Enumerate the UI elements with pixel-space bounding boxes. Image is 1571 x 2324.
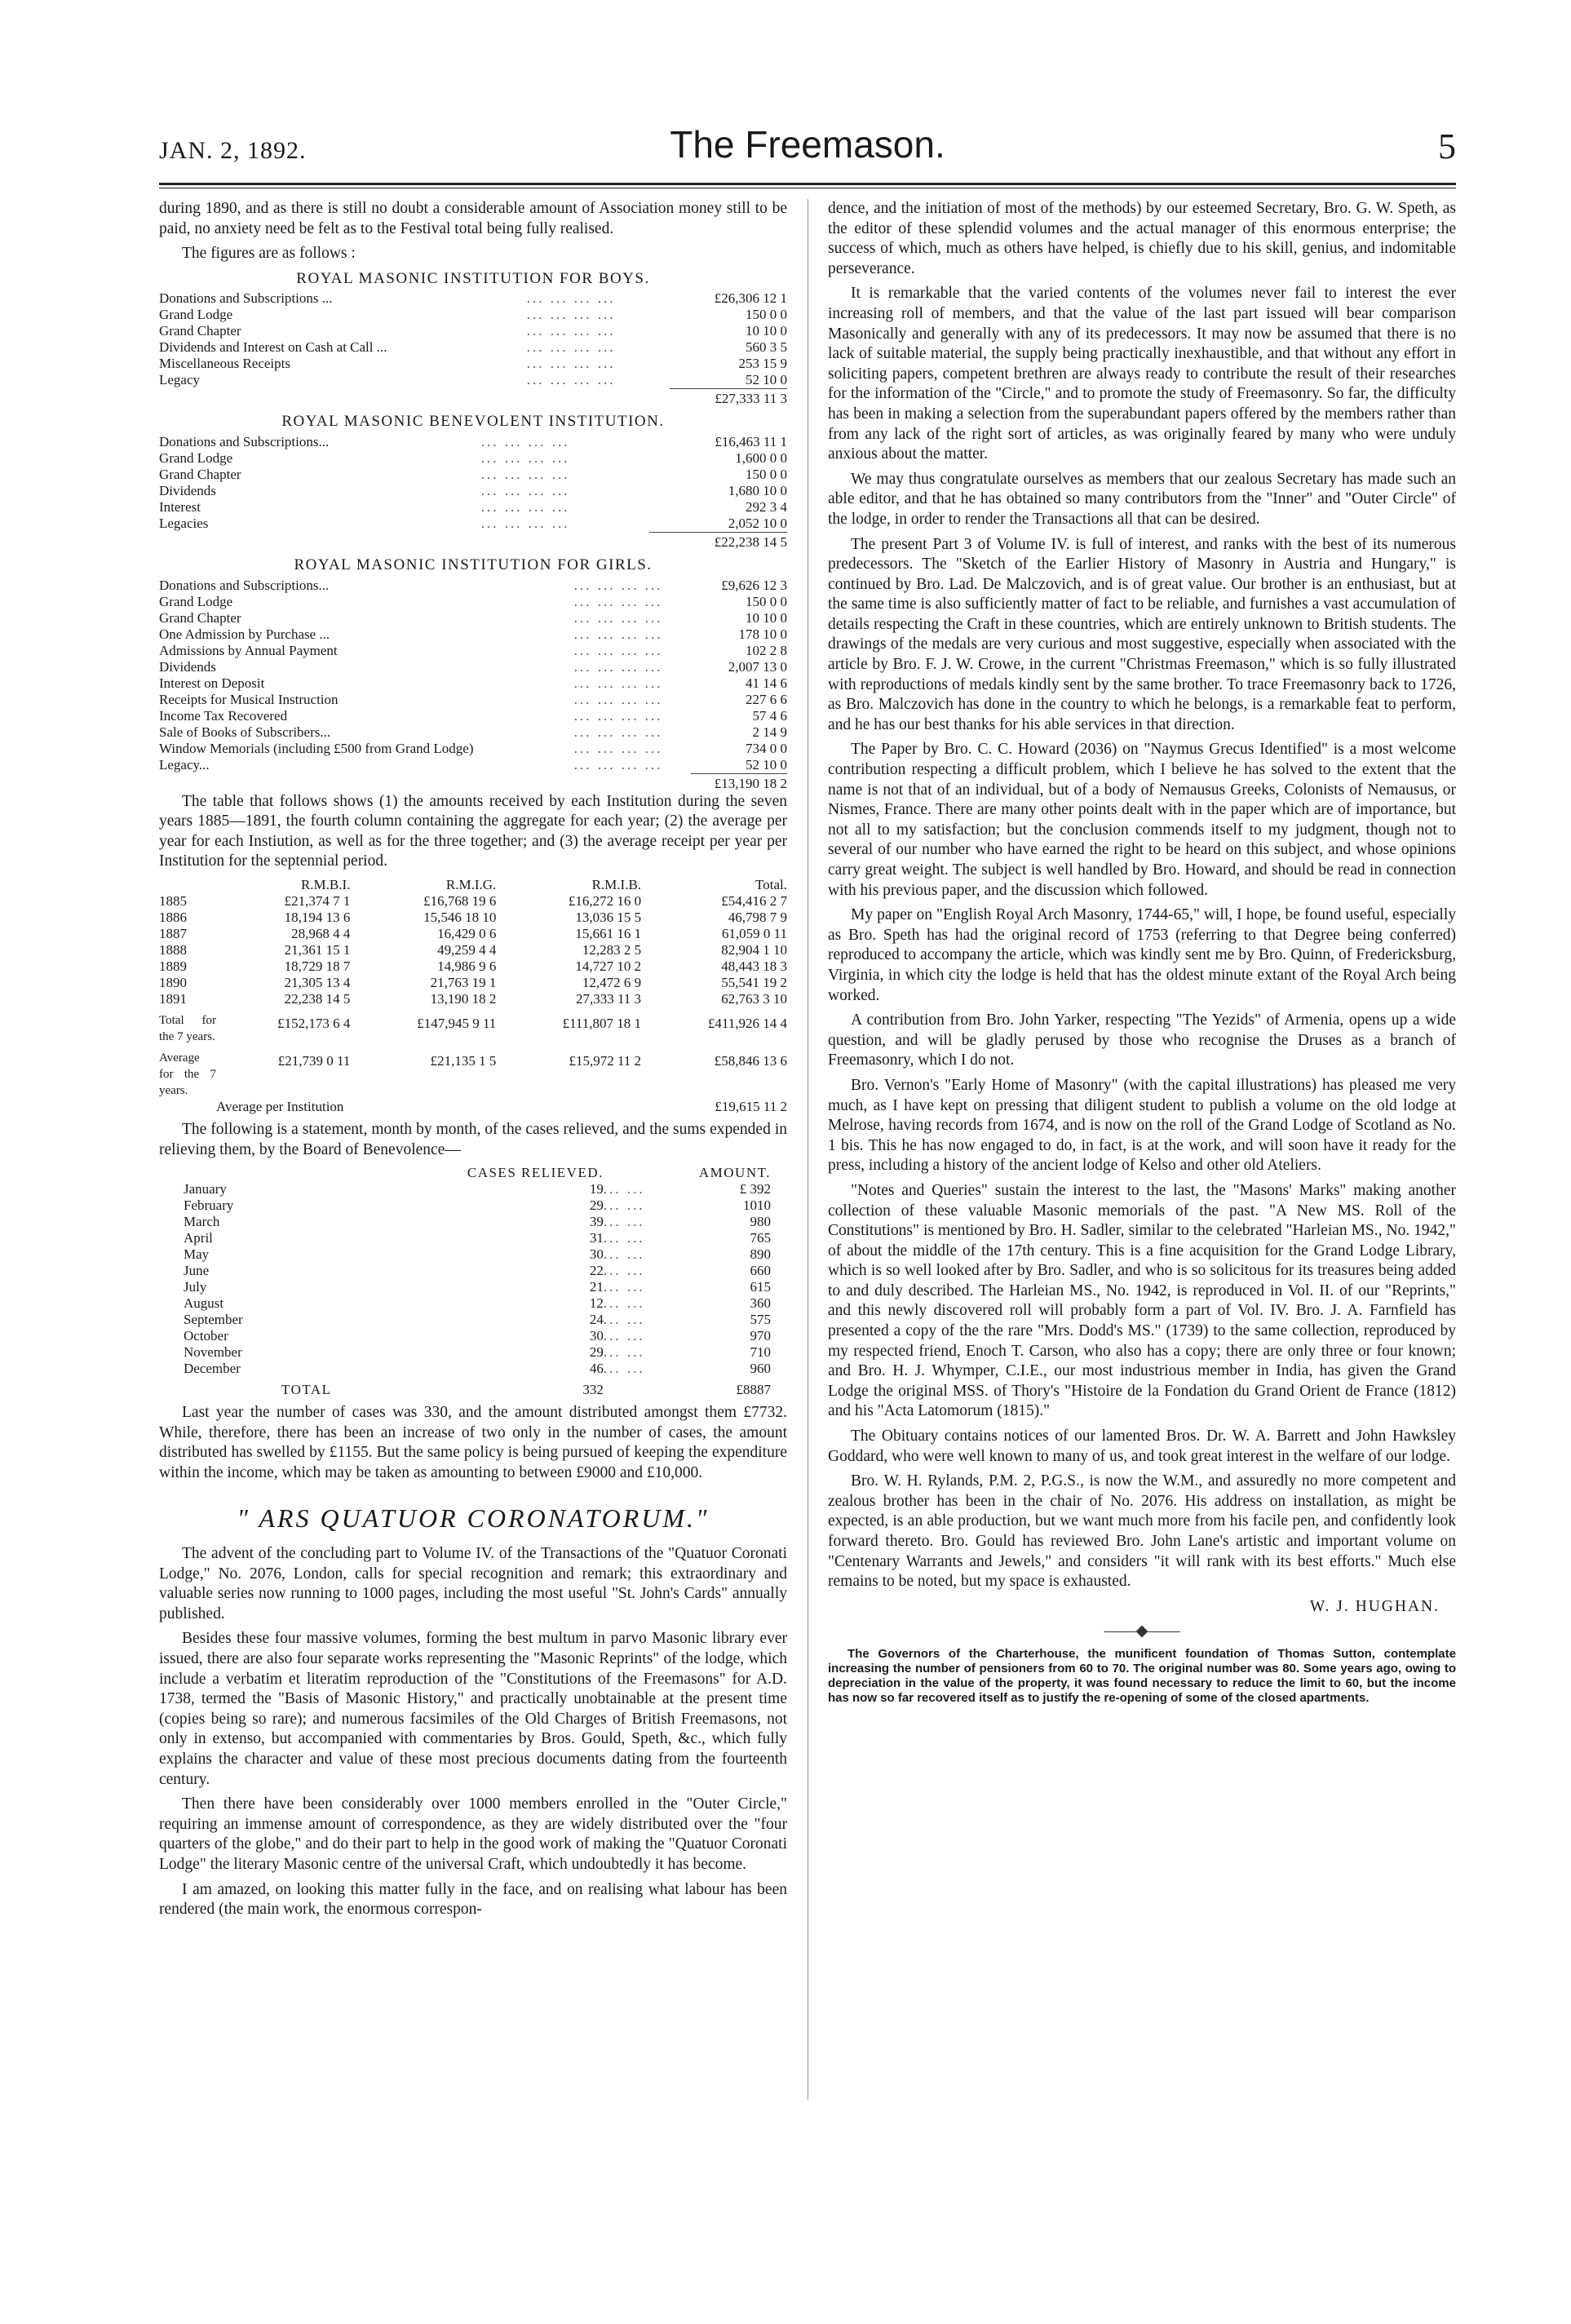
account-label: Miscellaneous Receipts bbox=[159, 356, 290, 372]
right-paragraph-8: Bro. Vernon's "Early Home of Masonry" (with the capital illustrations) has pleased me very much, as I have kept on pressing that diligent student to publish a volume on the old lodge at Melrose, having records from 1674, and is now on the roll of the Grand Lodge of Scotland as No. 1 bis. This he has now engaged to do, in fact, is at the work, and will soon have it ready for the press, including a history of the ancient lodge of Kelso and other old Ateliers. bbox=[828, 1076, 1456, 1175]
amount-value: 360 bbox=[750, 1295, 771, 1312]
statement-row bbox=[184, 1361, 771, 1377]
account-total-row bbox=[159, 773, 787, 792]
account-total: £22,238 14 5 bbox=[649, 532, 787, 551]
account-row bbox=[159, 434, 787, 450]
statement-intro: The following is a statement, month by month, of the cases relieved, and the sums expended in relieving them, by the Board of Benevolence— bbox=[159, 1120, 787, 1158]
account-row bbox=[159, 757, 787, 774]
column-header: R.M.I.B. bbox=[591, 876, 642, 892]
year-value: 15,661 16 1 bbox=[575, 925, 642, 941]
year-value: 14,986 9 6 bbox=[437, 958, 497, 974]
leader-dots: ... ... bbox=[603, 1230, 645, 1246]
account-label: Donations and Subscriptions... bbox=[159, 577, 330, 593]
account-amount: 52 10 0 bbox=[746, 372, 787, 388]
amount-value: 970 bbox=[750, 1328, 771, 1344]
year-value: £21,374 7 1 bbox=[284, 892, 351, 909]
account-total: £13,190 18 2 bbox=[691, 773, 787, 792]
year-value: 15,546 18 10 bbox=[423, 909, 497, 925]
leader-dots: ... ... ... ... bbox=[480, 433, 570, 449]
right-paragraph-5: The Paper by Bro. C. C. Howard (2036) on "Naymus Grecus Identified" is a most welcome contribution respecting a difficult problem, which I believe he has solved to the extent that the name is not that of an individual, but of a body of Nemausus Greeks, Colonists of Nemausus, or Nismes, France. There are many other points dealt with in the paper which are of importance, but not all to my satisfaction; but the conclusion commends itself to my judgment, though not to several of our number who have earned the right to be heard on this subject, and whose opinions carry great weight. The subject is well handled by Bro. Howard, and should be read in connection with his previous paper, and the discussion which followed. bbox=[828, 741, 1456, 899]
cases-value: 21 bbox=[589, 1279, 604, 1295]
account-amount: 2 14 9 bbox=[752, 724, 787, 740]
article-paragraph-3: Then there have been considerably over 1000 members enrolled in the "Outer Circle," requiring an immense amount of correspondence, as they are widely distributed over the "four quarters of the globe," and do their part to help in the good work of making the "Quatuor Coronati Lodge" the literary Masonic centre of the universal Craft, which undoubtedly it has become. bbox=[159, 1795, 787, 1873]
leader-dots: ... ... ... ... bbox=[526, 323, 616, 339]
amount-value: 1010 bbox=[743, 1197, 771, 1214]
year-value: 62,763 3 10 bbox=[721, 990, 787, 1007]
account-label: Grand Lodge bbox=[159, 307, 233, 323]
header-rule bbox=[159, 183, 1456, 185]
article-title: " ARS QUATUOR CORONATORUM." bbox=[237, 1503, 710, 1533]
account-label: Admissions by Annual Payment bbox=[159, 642, 338, 658]
account-total-row bbox=[159, 389, 787, 408]
account-row bbox=[159, 626, 787, 643]
account-row bbox=[159, 467, 787, 483]
account-amount: 10 10 0 bbox=[746, 323, 787, 339]
statement-row bbox=[184, 1263, 771, 1279]
account-row bbox=[159, 724, 787, 741]
account-row bbox=[159, 578, 787, 594]
year-label: 1887 bbox=[159, 925, 187, 941]
masthead bbox=[159, 122, 1456, 175]
leader-dots: ... ... bbox=[603, 1344, 645, 1361]
year-value: 12,472 6 9 bbox=[582, 974, 642, 990]
cases-header: CASES RELIEVED. bbox=[467, 1165, 604, 1181]
account-amount: £26,306 12 1 bbox=[714, 290, 787, 307]
year-row bbox=[159, 926, 787, 942]
year-value: 48,443 18 3 bbox=[721, 958, 787, 974]
account-amount: 52 10 0 bbox=[746, 756, 787, 772]
statement-table bbox=[184, 1165, 771, 1398]
account-label: Income Tax Recovered bbox=[159, 707, 288, 724]
account-label: Sale of Books of Subscribers... bbox=[159, 724, 331, 740]
account-amount: 150 0 0 bbox=[746, 466, 787, 482]
year-value: 82,904 1 10 bbox=[721, 941, 787, 958]
right-paragraph-6: My paper on "English Royal Arch Masonry, 1744-65," will, I hope, be found useful, especially as Bro. Speth has had the original record of 1753 (referring to that Degree being conferred) reproduced to accompany the article, which was kindly sent me by Bro. Quinn, of Fredericksburg, Virginia, in which city the lodge is held that has the oldest minute extant of the Royal Arch being worked. bbox=[828, 906, 1456, 1004]
total-row-value: £411,926 14 4 bbox=[707, 1015, 787, 1031]
account-label: Grand Lodge bbox=[159, 449, 233, 466]
year-label: 1889 bbox=[159, 958, 187, 974]
boys-title: ROYAL MASONIC INSTITUTION FOR BOYS. bbox=[296, 269, 650, 287]
account-amount: 102 2 8 bbox=[746, 642, 787, 658]
total-row-value: £111,807 18 1 bbox=[562, 1015, 642, 1031]
leader-dots: ... ... bbox=[603, 1361, 645, 1377]
account-row bbox=[159, 643, 787, 659]
cases-value: 30 bbox=[589, 1328, 604, 1344]
right-paragraph-2: It is remarkable that the varied contents of the volumes never fail to interest the ever increasing roll of members, and that the value of the last part issued will bear comparison Masonically and generally with any of its predecessors. It may now be assumed that there is no lack of suitable material, the supply being practically inexhaustible, and that without any effort in soliciting papers, competent brethren are always ready to contribute the result of their researches for the information of the "Circle," and to promote the study of Freemasonry. So far, the difficulty has been in making a selection from the superabundant papers offered by the members rather than from any lack of the right sort of articles, as was originally feared by many who were unduly anxious about the matter. bbox=[828, 285, 1456, 463]
cases-value: 29 bbox=[589, 1197, 604, 1214]
month-label: December bbox=[184, 1361, 241, 1377]
author-signature: W. J. HUGHAN. bbox=[1309, 1597, 1440, 1615]
year-value: 16,429 0 6 bbox=[437, 925, 497, 941]
account-total: £27,333 11 3 bbox=[670, 389, 787, 408]
statement-row bbox=[184, 1197, 771, 1214]
year-value: 55,541 19 2 bbox=[721, 974, 787, 990]
figures-intro: The figures are as follows : bbox=[182, 245, 356, 263]
account-amount: 2,007 13 0 bbox=[728, 658, 787, 675]
account-amount: 57 4 6 bbox=[752, 707, 787, 724]
account-label: Grand Lodge bbox=[159, 593, 233, 609]
year-row bbox=[159, 975, 787, 991]
leader-dots: ... ... ... ... bbox=[573, 691, 663, 707]
intro-paragraph: during 1890, and as there is still no doubt a considerable amount of Association money still to be paid, no anxiety need be felt as to the Festival total being fully realised. bbox=[159, 200, 787, 237]
leader-dots: ... ... ... ... bbox=[573, 740, 663, 756]
statement-row bbox=[184, 1214, 771, 1230]
leader-dots: ... ... ... ... bbox=[573, 626, 663, 642]
benevolent-table bbox=[159, 434, 787, 551]
leader-dots: ... ... ... ... bbox=[573, 756, 663, 772]
year-row bbox=[159, 910, 787, 926]
right-paragraph-11: Bro. W. H. Rylands, P.M. 2, P.G.S., is now the W.M., and assuredly no more competent and zealous brother has been in the chair of No. 2076. His address on installation, as might be expected, is an able production, but we want much more from his facile pen, and confidently look forward thereto. Bro. Gould has reviewed Bro. John Lane's artistic and important volume on "Centenary Warrants and Jewels," and considers "it will rank with its best efforts." Much else remains to be noted, but my space is exhausted. bbox=[828, 1472, 1456, 1591]
amount-value: £ 392 bbox=[739, 1181, 771, 1197]
account-row bbox=[159, 659, 787, 675]
amount-value: 575 bbox=[750, 1312, 771, 1328]
year-value: £16,768 19 6 bbox=[423, 892, 497, 909]
column-header: R.M.I.G. bbox=[445, 876, 497, 892]
account-row bbox=[159, 307, 787, 323]
leader-dots: ... ... ... ... bbox=[573, 658, 663, 675]
leader-dots: ... ... ... ... bbox=[526, 372, 616, 388]
right-paragraph-9: "Notes and Queries" sustain the interest to the last, the "Masons' Marks" making another collection of these valuable Masonic memorials of the past. "A New MS. Roll of the Constitutions" is mentioned by Bro. H. Sadler, similar to the celebrated "Harleian MS., No. 1942," of about the middle of the 17th century. This is a fine acquisition for the Grand Lodge Library, which is so well looked after by Bro. Sadler, and who is so solicitous for its treasures being added to and duly described. The Harleian MS., No. 1942, is reproduced in Vol. II. of our "Reprints," and this newly discovered roll will probably form a part of Vol. IV. Bro. J. A. Farnfield has presented a copy of the the rare "Mrs. Dodd's MS." (1739) to the same collection, reproduced by my respected friend, Enoch T. Carson, who also has a copy; there are only three or four known; and Bro. H. J. Whymper, C.I.E., our most industrious member in India, has given the Grand Lodge the original MSS. of Thory's "Histoire de la Fondation du Grand Orient de France (1812) and his "Acta Latomorum (1815)." bbox=[828, 1181, 1456, 1420]
month-label: February bbox=[184, 1197, 234, 1214]
account-row bbox=[159, 290, 787, 307]
statement-row bbox=[184, 1246, 771, 1263]
year-value: 21,361 15 1 bbox=[284, 941, 351, 958]
year-label: 1891 bbox=[159, 990, 187, 1007]
year-value: 18,729 18 7 bbox=[284, 958, 351, 974]
article-paragraph-4: I am amazed, on looking this matter fully in the face, and on realising what labour has been rendered (the main work, the enormous correspon- bbox=[159, 1880, 787, 1919]
article-paragraph-1: The advent of the concluding part to Volume IV. of the Transactions of the "Quatuor Coronati Lodge," No. 2076, London, calls for special recognition and remark; this extraordinary and valuable series now running to 1000 pages, including the most useful "St. John's Cards" annually published. bbox=[159, 1545, 787, 1622]
cases-value: 39 bbox=[589, 1214, 604, 1230]
month-label: August bbox=[184, 1295, 224, 1312]
benevolent-title: ROYAL MASONIC BENEVOLENT INSTITUTION. bbox=[281, 413, 665, 431]
account-amount: £16,463 11 1 bbox=[715, 433, 787, 449]
year-value: 13,036 15 5 bbox=[575, 909, 642, 925]
cases-value: 19 bbox=[589, 1181, 604, 1197]
account-label: Grand Chapter bbox=[159, 609, 241, 626]
month-label: November bbox=[184, 1344, 242, 1361]
year-row bbox=[159, 942, 787, 958]
year-value: 21,305 13 4 bbox=[284, 974, 351, 990]
leader-dots: ... ... ... ... bbox=[480, 449, 570, 466]
account-row bbox=[159, 692, 787, 708]
account-label: Donations and Subscriptions... bbox=[159, 433, 330, 449]
avg-per-institution-value: £19,615 11 2 bbox=[715, 1098, 787, 1114]
total-row bbox=[159, 1007, 787, 1045]
account-label: Grand Chapter bbox=[159, 466, 241, 482]
leader-dots: ... ... bbox=[603, 1312, 645, 1328]
account-row bbox=[159, 499, 787, 516]
leader-dots: ... ... ... ... bbox=[526, 356, 616, 372]
year-value: 46,798 7 9 bbox=[728, 909, 787, 925]
statement-total-label: TOTAL bbox=[281, 1382, 332, 1398]
account-row bbox=[159, 450, 787, 467]
leader-dots: ... ... ... ... bbox=[573, 675, 663, 691]
right-paragraph-7: A contribution from Bro. John Yarker, respecting "The Yezids" of Armenia, opens up a wide question, and will be gladly perused by those who recognise the Druses as a branch of Freemasonry, which I do not. bbox=[828, 1011, 1456, 1069]
leader-dots: ... ... ... ... bbox=[526, 339, 616, 356]
cases-value: 12 bbox=[589, 1295, 604, 1312]
year-row bbox=[159, 893, 787, 910]
account-amount: 10 10 0 bbox=[746, 609, 787, 626]
statement-total-amount: £8887 bbox=[736, 1382, 771, 1398]
leader-dots: ... ... ... ... bbox=[573, 577, 663, 593]
average-row-value: £21,739 0 11 bbox=[277, 1052, 351, 1069]
cases-value: 29 bbox=[589, 1344, 604, 1361]
year-value: 49,259 4 4 bbox=[437, 941, 497, 958]
amount-value: 660 bbox=[750, 1263, 771, 1279]
account-label: Window Memorials (including £500 from Grand Lodge) bbox=[159, 740, 474, 756]
account-amount: £9,626 12 3 bbox=[721, 577, 787, 593]
statement-row bbox=[184, 1328, 771, 1344]
charterhouse-note: The Governors of the Charterhouse, the munificent foundation of Thomas Sutton, contemplate increasing the number of pensioners from 60 to 70. The original number was 80. Some years ago, owing to depreciation in the value of the property, it was found necessary to reduce the limit to 60, but the income has now so far recovered itself as to justify the re-opening of some of the closed apartments. bbox=[828, 1646, 1456, 1705]
cases-value: 31 bbox=[589, 1230, 604, 1246]
right-paragraph-4: The present Part 3 of Volume IV. is full of interest, and ranks with the best of its numerous predecessors. The "Sketch of the Earlier History of Masonry in Austria and Hungary," is continued by Bro. Lad. De Malczovich, and is of great value. Our brother is an enthusiast, but at the same time is also sufficiently matter of fact to be reliable, and furnishes a vast accumulation of details respecting the Craft in these countries, which are entirely unknown to British students. The drawings of the medals are very curious and most suggestive, especially when associated with the article by Bro. F. J. W. Crowe, in the current "Christmas Freemason," which is so fully illustrated with reproductions of medals kindly sent by the same brother. To trace Freemasonry back to 1726, as Bro. Malczovich has done in the country to which he belongs, is a remarkable feat to perform, and he has our best thanks for his able services in that direction. bbox=[828, 535, 1456, 733]
account-row bbox=[159, 516, 787, 533]
amount-value: 710 bbox=[750, 1344, 771, 1361]
right-paragraph-10: The Obituary contains notices of our lamented Bros. Dr. W. A. Barrett and John Hawksley Goddard, who were well known to many of us, and took great interest in the welfare of our lodge. bbox=[828, 1428, 1456, 1465]
amount-header: AMOUNT. bbox=[698, 1165, 771, 1181]
leader-dots: ... ... bbox=[603, 1279, 645, 1295]
account-label: Legacy... bbox=[159, 756, 210, 772]
account-label: Dividends and Interest on Cash at Call ... bbox=[159, 339, 387, 356]
statement-total-cases: 332 bbox=[582, 1382, 604, 1398]
account-row bbox=[159, 323, 787, 339]
account-row bbox=[159, 610, 787, 626]
statement-row bbox=[184, 1279, 771, 1295]
average-row-label: Average for the 7 years. bbox=[159, 1051, 216, 1097]
year-label: 1888 bbox=[159, 941, 187, 958]
year-value: 13,190 18 2 bbox=[430, 990, 497, 1007]
table-intro: The table that follows shows (1) the amounts received by each Institution during the seven years 1885—1891, the fourth column containing the aggregate for each year; (2) the average per year for each Instiution, as well as for the three together; and (3) the average receipt per year per Institution for the septennial period. bbox=[159, 792, 787, 870]
amount-value: 765 bbox=[750, 1230, 771, 1246]
right-paragraph-3: We may thus congratulate ourselves as members that our zealous Secretary has made such an able editor, and that he has obtained so many contributors from the "Inner" and "Outer Circle" of the lodge, in order to render the Transactions all that can be desired. bbox=[828, 470, 1456, 528]
boys-table bbox=[159, 290, 787, 407]
years-table bbox=[159, 877, 787, 1115]
account-row bbox=[159, 339, 787, 356]
leader-dots: ... ... ... ... bbox=[573, 593, 663, 609]
month-label: May bbox=[184, 1246, 210, 1263]
leader-dots: ... ... bbox=[603, 1181, 645, 1197]
account-amount: 227 6 6 bbox=[746, 691, 787, 707]
statement-row bbox=[184, 1312, 771, 1328]
account-label: Dividends bbox=[159, 658, 216, 675]
girls-title: ROYAL MASONIC INSTITUTION FOR GIRLS. bbox=[294, 556, 653, 573]
month-label: October bbox=[184, 1328, 228, 1344]
year-label: 1885 bbox=[159, 892, 187, 909]
statement-row bbox=[184, 1230, 771, 1246]
year-value: 14,727 10 2 bbox=[575, 958, 642, 974]
account-label: Donations and Subscriptions ... bbox=[159, 290, 333, 307]
column-header: R.M.B.I. bbox=[300, 876, 351, 892]
total-row-value: £152,173 6 4 bbox=[277, 1015, 351, 1031]
total-row-value: £147,945 9 11 bbox=[417, 1015, 497, 1031]
left-column bbox=[159, 199, 787, 1925]
account-label: Legacy bbox=[159, 372, 201, 388]
account-label: Grand Chapter bbox=[159, 323, 241, 339]
newspaper-page bbox=[159, 122, 1456, 2284]
leader-dots: ... ... ... ... bbox=[526, 290, 616, 307]
account-row bbox=[159, 483, 787, 499]
issue-date: JAN. 2, 1892. bbox=[159, 137, 307, 164]
cases-value: 30 bbox=[589, 1246, 604, 1263]
page-number: 5 bbox=[1438, 126, 1456, 166]
article-paragraph-2: Besides these four massive volumes, forming the best multum in parvo Masonic library ever issued, there are also four separate works representing the "Masonic Reprints" of the lodge, which include a verbatim et literatim reproduction of the "Constitutions of the Freemasons" for A.D. 1738, termed the "Basis of Masonic History," and practically unobtainable at the present time (copies being so rare); and numerous facsimiles of the Old Charges of British Freemasons, not only in extenso, but accompanied with commentaries by Bros. Gould, Speth, &c., which fully explains the character and value of these most precious documents dating from the fourteenth century. bbox=[159, 1630, 787, 1788]
avg-per-institution-label: Average per Institution bbox=[216, 1098, 344, 1114]
account-amount: 734 0 0 bbox=[746, 740, 787, 756]
amount-value: 615 bbox=[750, 1279, 771, 1295]
leader-dots: ... ... ... ... bbox=[573, 724, 663, 740]
month-label: July bbox=[184, 1279, 207, 1295]
month-label: June bbox=[184, 1263, 210, 1279]
girls-table bbox=[159, 578, 787, 792]
amount-value: 980 bbox=[750, 1214, 771, 1230]
account-row bbox=[159, 356, 787, 372]
account-label: Interest on Deposit bbox=[159, 675, 265, 691]
leader-dots: ... ... ... ... bbox=[573, 707, 663, 724]
month-label: April bbox=[184, 1230, 213, 1246]
cases-value: 22 bbox=[589, 1263, 604, 1279]
account-row bbox=[159, 708, 787, 724]
account-row bbox=[159, 675, 787, 692]
account-amount: 150 0 0 bbox=[746, 307, 787, 323]
account-row bbox=[159, 372, 787, 389]
after-statement: Last year the number of cases was 330, and the amount distributed amongst them £7732. While, therefore, there has been an increase of two only in the number of cases, the amount distributed has swelled by £1155. But the same policy is being pursued of keeping the expenditure within the income, which may be taken as amounting to between £9000 and £10,000. bbox=[159, 1404, 787, 1481]
leader-dots: ... ... bbox=[603, 1246, 645, 1263]
account-amount: 253 15 9 bbox=[738, 356, 787, 372]
account-amount: 292 3 4 bbox=[746, 498, 787, 515]
year-value: £54,416 2 7 bbox=[721, 892, 787, 909]
leader-dots: ... ... ... ... bbox=[480, 498, 570, 515]
year-value: 61,059 0 11 bbox=[721, 925, 787, 941]
month-label: January bbox=[184, 1181, 227, 1197]
avg-per-institution-row bbox=[159, 1099, 787, 1115]
average-row-value: £21,135 1 5 bbox=[430, 1052, 497, 1069]
year-value: 12,283 2 5 bbox=[582, 941, 642, 958]
publication-title: The Freemason. bbox=[670, 123, 945, 166]
account-amount: 178 10 0 bbox=[738, 626, 787, 642]
column-header bbox=[159, 877, 216, 893]
year-row bbox=[159, 958, 787, 975]
total-row-label: Total for the 7 years. bbox=[159, 1013, 216, 1043]
year-value: 22,238 14 5 bbox=[284, 990, 351, 1007]
account-row bbox=[159, 594, 787, 610]
account-amount: 2,052 10 0 bbox=[728, 515, 787, 531]
leader-dots: ... ... bbox=[603, 1214, 645, 1230]
average-row bbox=[159, 1045, 787, 1099]
leader-dots: ... ... ... ... bbox=[526, 307, 616, 323]
account-label: Dividends bbox=[159, 482, 216, 498]
year-value: 21,763 19 1 bbox=[430, 974, 497, 990]
year-value: £16,272 16 0 bbox=[568, 892, 642, 909]
year-label: 1890 bbox=[159, 974, 187, 990]
month-label: March bbox=[184, 1214, 220, 1230]
leader-dots: ... ... bbox=[603, 1197, 645, 1214]
account-label: One Admission by Purchase ... bbox=[159, 626, 330, 642]
average-row-value: £58,846 13 6 bbox=[714, 1052, 787, 1069]
account-amount: 1,680 10 0 bbox=[728, 482, 787, 498]
leader-dots: ... ... ... ... bbox=[573, 642, 663, 658]
year-value: 27,333 11 3 bbox=[575, 990, 642, 1007]
account-row bbox=[159, 741, 787, 757]
leader-dots: ... ... bbox=[603, 1328, 645, 1344]
leader-dots: ... ... ... ... bbox=[480, 515, 570, 531]
section-ornament: ——◆—— bbox=[1104, 1622, 1180, 1640]
account-total-row bbox=[159, 532, 787, 551]
month-label: September bbox=[184, 1312, 243, 1328]
account-label: Interest bbox=[159, 498, 201, 515]
cases-value: 46 bbox=[589, 1361, 604, 1377]
account-amount: 150 0 0 bbox=[746, 593, 787, 609]
year-value: 18,194 13 6 bbox=[284, 909, 351, 925]
statement-row bbox=[184, 1181, 771, 1197]
year-label: 1886 bbox=[159, 909, 187, 925]
right-column bbox=[828, 199, 1456, 1706]
leader-dots: ... ... ... ... bbox=[480, 466, 570, 482]
right-paragraph-1: dence, and the initiation of most of the methods) by our esteemed Secretary, Bro. G. W. Speth, as the editor of these splendid volumes and the actual manager of this enormous enterprise; the success of which, much as others have helped, is chiefly due to his skill, genius, and indomitable perseverance. bbox=[828, 200, 1456, 277]
leader-dots: ... ... bbox=[603, 1295, 645, 1312]
cases-value: 24 bbox=[589, 1312, 604, 1328]
account-label: Legacies bbox=[159, 515, 209, 531]
leader-dots: ... ... ... ... bbox=[480, 482, 570, 498]
amount-value: 960 bbox=[750, 1361, 771, 1377]
amount-value: 890 bbox=[750, 1246, 771, 1263]
leader-dots: ... ... bbox=[603, 1263, 645, 1279]
leader-dots: ... ... ... ... bbox=[573, 609, 663, 626]
account-label: Receipts for Musical Instruction bbox=[159, 691, 339, 707]
account-amount: 560 3 5 bbox=[746, 339, 787, 356]
column-header: Total. bbox=[755, 876, 787, 892]
account-amount: 1,600 0 0 bbox=[735, 449, 787, 466]
statement-row bbox=[184, 1344, 771, 1361]
year-row bbox=[159, 991, 787, 1007]
account-amount: 41 14 6 bbox=[746, 675, 787, 691]
year-value: 28,968 4 4 bbox=[291, 925, 351, 941]
average-row-value: £15,972 11 2 bbox=[569, 1052, 642, 1069]
statement-row bbox=[184, 1295, 771, 1312]
